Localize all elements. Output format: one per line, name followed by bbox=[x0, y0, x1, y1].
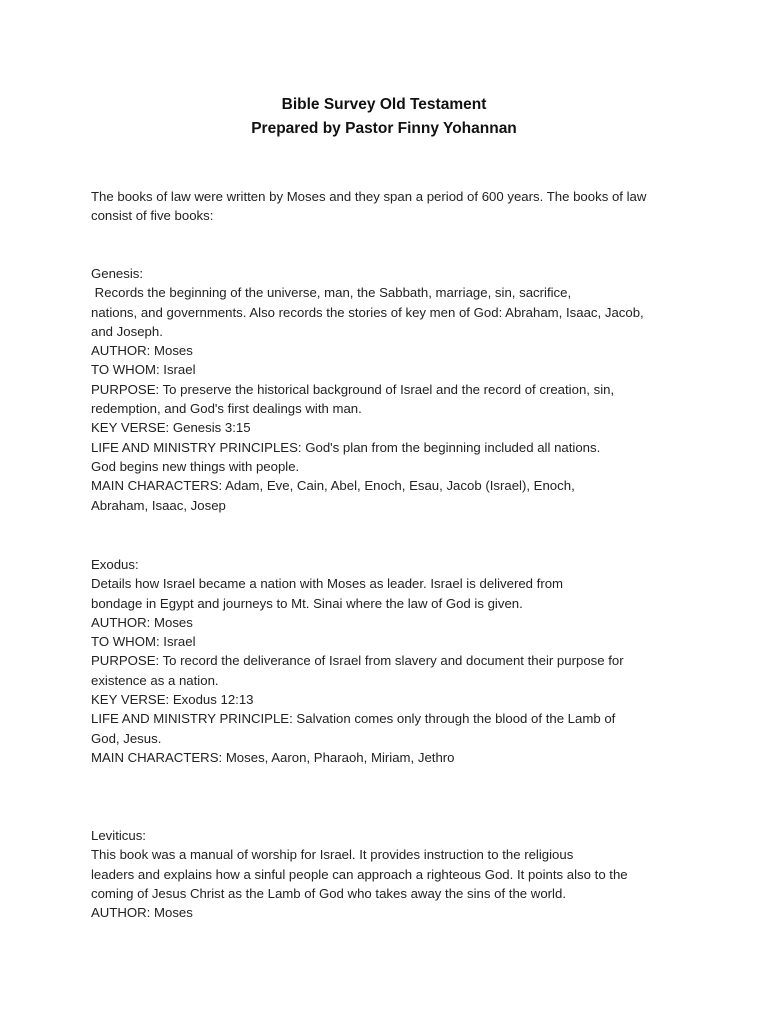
principles-line: LIFE AND MINISTRY PRINCIPLE: Salvation comes only through the blood of the Lamb of bbox=[91, 711, 616, 727]
text-line: leaders and explains how a sinful people can approach a righteous God. It points also to the bbox=[91, 866, 628, 882]
text-line: consist of five books: bbox=[91, 208, 214, 224]
author-line: AUTHOR: Moses bbox=[91, 905, 193, 921]
key-verse-line: KEY VERSE: Exodus 12:13 bbox=[91, 692, 254, 708]
principles-line: LIFE AND MINISTRY PRINCIPLES: God's plan from the beginning included all nations. bbox=[91, 439, 601, 455]
title-line-2: Prepared by Pastor Finny Yohannan bbox=[251, 120, 517, 137]
text-line: God, Jesus. bbox=[91, 730, 162, 746]
document-title bbox=[0, 93, 768, 141]
section-heading: Leviticus: bbox=[91, 828, 146, 843]
text-line: and Joseph. bbox=[91, 323, 163, 339]
author-line: AUTHOR: Moses bbox=[91, 614, 193, 630]
section-heading: Exodus: bbox=[91, 557, 139, 572]
key-verse-line: KEY VERSE: Genesis 3:15 bbox=[91, 420, 251, 436]
text-line: This book was a manual of worship for Israel. It provides instruction to the religious bbox=[91, 847, 574, 863]
purpose-line: PURPOSE: To preserve the historical background of Israel and the record of creation, sin, bbox=[91, 381, 615, 397]
characters-line: MAIN CHARACTERS: Adam, Eve, Cain, Abel, Enoch, Esau, Jacob (Israel), Enoch, bbox=[91, 478, 575, 494]
title-line-1: Bible Survey Old Testament bbox=[281, 96, 487, 113]
intro-paragraph bbox=[91, 187, 691, 226]
section-heading: Genesis: bbox=[91, 266, 144, 281]
text-line: redemption, and God's first dealings with man. bbox=[91, 401, 362, 417]
characters-line: MAIN CHARACTERS: Moses, Aaron, Pharaoh, Miriam, Jethro bbox=[91, 749, 455, 765]
text-line: God begins new things with people. bbox=[91, 458, 300, 474]
text-line: existence as a nation. bbox=[91, 672, 219, 688]
author-line: AUTHOR: Moses bbox=[91, 343, 193, 359]
genesis-section bbox=[91, 264, 691, 515]
text-line: Abraham, Isaac, Josep bbox=[91, 497, 226, 513]
to-whom-line: TO WHOM: Israel bbox=[91, 634, 196, 650]
text-line: The books of law were written by Moses and they span a period of 600 years. The books of law bbox=[91, 189, 647, 204]
text-line: Records the beginning of the universe, man, the Sabbath, marriage, sin, sacrifice, bbox=[91, 285, 572, 301]
text-line: Details how Israel became a nation with Moses as leader. Israel is delivered from bbox=[91, 576, 564, 592]
text-line: coming of Jesus Christ as the Lamb of God who takes away the sins of the world. bbox=[91, 885, 566, 901]
exodus-section bbox=[91, 555, 691, 767]
text-line: bondage in Egypt and journeys to Mt. Sinai where the law of God is given. bbox=[91, 595, 523, 611]
leviticus-section bbox=[91, 826, 691, 922]
text-line: nations, and governments. Also records the stories of key men of God: Abraham, Isaac, Jacob, bbox=[91, 304, 644, 320]
to-whom-line: TO WHOM: Israel bbox=[91, 362, 196, 378]
purpose-line: PURPOSE: To record the deliverance of Israel from slavery and document their purpose for bbox=[91, 653, 624, 669]
